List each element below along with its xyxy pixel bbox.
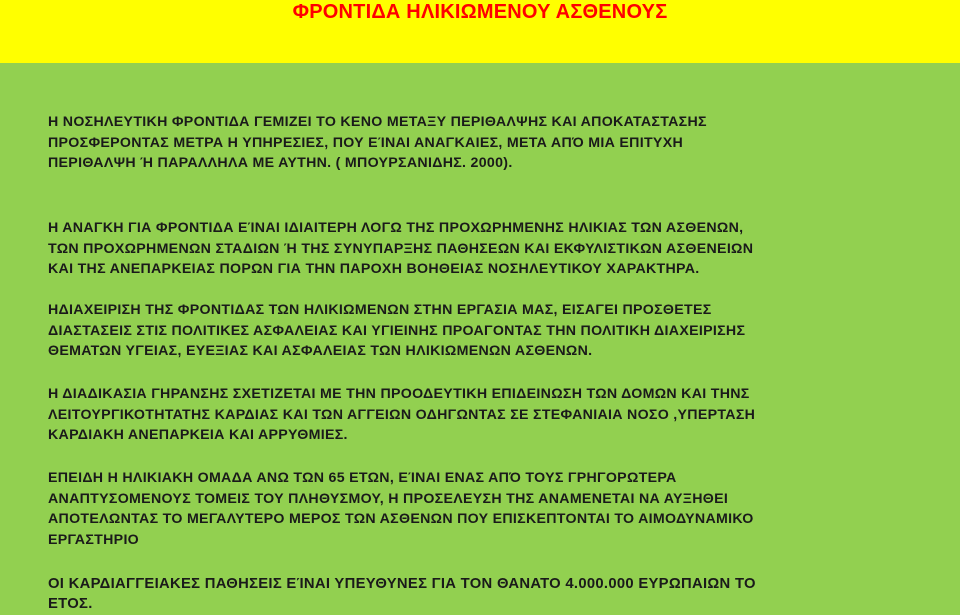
paragraph-line: Η ΔΙΑΔΙΚΑΣΙΑ ΓΗΡΑΝΣΗΣ ΣΧΕΤΙΖΕΤΑΙ ΜΕ ΤΗΝ ΠΡΟΟΔΕΥΤΙΚΗ ΕΠΙΔΕΙΝΩΣΗ ΤΩΝ ΔΟΜΩΝ ΚΑΙ ΤΗΝΣ <box>48 386 750 402</box>
paragraph-line: ΔΙΑΣΤΑΣΕΙΣ ΣΤΙΣ ΠΟΛΙΤΙΚΕΣ ΑΣΦΑΛΕΙΑΣ ΚΑΙ ΥΓΙΕΙΝΗΣ ΠΡΟΑΓΟΝΤΑΣ ΤΗΝ ΠΟΛΙΤΙΚΗ ΔΙΑΧΕΙΡΙΣΗΣ <box>48 322 746 339</box>
paragraph-line: ΚΑΡΔΙΑΚΗ ΑΝΕΠΑΡΚΕΙΑ ΚΑΙ ΑΡΡΥΘΜΙΕΣ. <box>48 427 348 443</box>
paragraph-line: ΤΩΝ ΠΡΟΧΩΡΗΜΕΝΩΝ ΣΤΑΔΙΩΝ Ή ΤΗΣ ΣΥΝΥΠΑΡΞΗΣ ΠΑΘΗΣΕΩΝ ΚΑΙ ΕΚΦΥΛΙΣΤΙΚΩΝ ΑΣΘΕΝΕΙΩΝ <box>48 240 754 257</box>
paragraph-line: ΕΤΟΣ. <box>48 596 93 612</box>
paragraph-line: ΕΠΕΙΔΗ Η ΗΛΙΚΙΑΚΗ ΟΜΑΔΑ ΑΝΩ ΤΩΝ 65 ΕΤΩΝ, ΕΊΝΑΙ ΕΝΑΣ ΑΠΌ ΤΟΥΣ ΓΡΗΓΟΡΩΤΕΡΑ <box>48 470 677 486</box>
paragraph-4 <box>48 384 948 446</box>
paragraph-6 <box>48 574 948 614</box>
paragraph-line: ΑΠΟΤΕΛΩΝΤΑΣ ΤΟ ΜΕΓΑΛΥΤΕΡΟ ΜΕΡΟΣ ΤΩΝ ΑΣΘΕΝΩΝ ΠΟΥ ΕΠΙΣΚΕΠΤΟΝΤΑΙ ΤΟ ΑΙΜΟΔΥΝΑΜΙΚΟ <box>48 511 754 527</box>
slide-title: ΦΡΟΝΤΙΔΑ ΗΛΙΚΙΩΜΕΝΟΥ ΑΣΘΕΝΟΥΣ <box>292 1 668 23</box>
paragraph-5 <box>48 468 948 550</box>
paragraph-line: ΟΙ ΚΑΡΔΙΑΓΓΕΙΑΚΕΣ ΠΑΘΗΣΕΙΣ ΕΊΝΑΙ ΥΠΕΥΘΥΝΕΣ ΓΙΑ ΤΟΝ ΘΑΝΑΤΟ 4.000.000 ΕΥΡΩΠΑΙΩΝ ΤΟ <box>48 576 756 592</box>
title-bar <box>0 0 960 63</box>
paragraph-line: ΚΑΙ ΤΗΣ ΑΝΕΠΑΡΚΕΙΑΣ ΠΟΡΩΝ ΓΙΑ ΤΗΝ ΠΑΡΟΧΗ ΒΟΗΘΕΙΑΣ ΝΟΣΗΛΕΥΤΙΚΟΥ ΧΑΡΑΚΤΗΡΑ. <box>48 261 700 277</box>
paragraph-line: ΗΔΙΑΧΕΙΡΙΣΗ ΤΗΣ ΦΡΟΝΤΙΔΑΣ ΤΩΝ ΗΛΙΚΙΩΜΕΝΩΝ ΣΤΗΝ ΕΡΓΑΣΙΑ ΜΑΣ, ΕΙΣΑΓΕΙ ΠΡΟΣΘΕΤΕΣ <box>48 302 712 318</box>
paragraph-line: ΠΕΡΙΘΑΛΨΗ Ή ΠΑΡΑΛΛΗΛΑ ΜΕ ΑΥΤΗΝ. ( ΜΠΟΥΡΣΑΝΙΔΗΣ. 2000). <box>48 155 513 171</box>
paragraph-line: Η ΝΟΣΗΛΕΥΤΙΚΗ ΦΡΟΝΤΙΔΑ ΓΕΜΙΖΕΙ ΤΟ ΚΕΝΟ ΜΕΤΑΞΥ ΠΕΡΙΘΑΛΨΗΣ ΚΑΙ ΑΠΟΚΑΤΑΣΤΑΣΗΣ <box>48 114 707 130</box>
paragraph-line: ΘΕΜΑΤΩΝ ΥΓΕΙΑΣ, ΕΥΕΞΙΑΣ ΚΑΙ ΑΣΦΑΛΕΙΑΣ ΤΩΝ ΗΛΙΚΙΩΜΕΝΩΝ ΑΣΘΕΝΩΝ. <box>48 343 593 359</box>
paragraph-1 <box>48 112 948 174</box>
paragraph-line: ΠΡΟΣΦΕΡΟΝΤΑΣ ΜΕΤΡΑ Η ΥΠΗΡΕΣΙΕΣ, ΠΟΥ ΕΊΝΑΙ ΑΝΑΓΚΑΙΕΣ, ΜΕΤΑ ΑΠΌ ΜΙΑ ΕΠΙΤΥΧΗ <box>48 134 683 151</box>
paragraph-2 <box>48 218 948 280</box>
paragraph-3 <box>48 300 948 362</box>
paragraph-line: Η ΑΝΑΓΚΗ ΓΙΑ ΦΡΟΝΤΙΔΑ ΕΊΝΑΙ ΙΔΙΑΙΤΕΡΗ ΛΟΓΩ ΤΗΣ ΠΡΟΧΩΡΗΜΕΝΗΣ ΗΛΙΚΙΑΣ ΤΩΝ ΑΣΘΕΝΩΝ, <box>48 220 744 236</box>
paragraph-line: ΛΕΙΤΟΥΡΓΙΚΟΤΗΤΑΤΗΣ ΚΑΡΔΙΑΣ ΚΑΙ ΤΩΝ ΑΓΓΕΙΩΝ ΟΔΗΓΩΝΤΑΣ ΣΕ ΣΤΕΦΑΝΙΑΙΑ ΝΟΣΟ ,ΥΠΕΡΤΑΣΗ <box>48 406 756 423</box>
paragraph-line: ΕΡΓΑΣΤΗΡΙΟ <box>48 531 140 548</box>
paragraph-line: ΑΝΑΠΤΥΣΟΜΕΝΟΥΣ ΤΟΜΕΙΣ ΤΟΥ ΠΛΗΘΥΣΜΟΥ, Η ΠΡΟΣΕΛΕΥΣΗ ΤΗΣ ΑΝΑΜΕΝΕΤΑΙ ΝΑ ΑΥΞΗΘΕΙ <box>48 490 729 507</box>
